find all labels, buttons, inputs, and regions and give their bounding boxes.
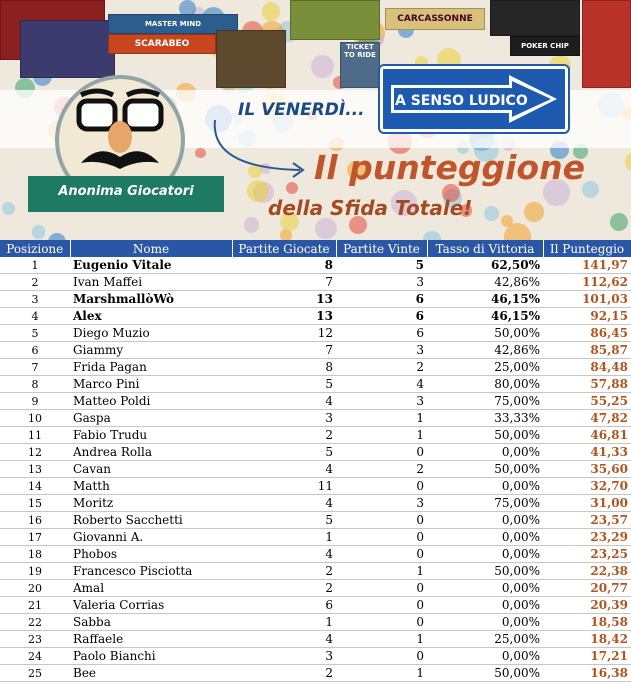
games-played-cell: 4	[232, 495, 336, 512]
win-rate-cell: 46,15%	[427, 308, 543, 325]
position-cell: 5	[0, 325, 70, 342]
name-cell: Matteo Poldi	[70, 393, 232, 410]
games-played-cell: 1	[232, 529, 336, 546]
header-score: Il Punteggio	[543, 240, 631, 257]
game-box-label: TICKET TO RIDE	[340, 42, 380, 88]
position-cell: 20	[0, 580, 70, 597]
header-banner	[0, 0, 631, 240]
name-cell: Giammy	[70, 342, 232, 359]
position-cell: 11	[0, 427, 70, 444]
game-box	[290, 0, 380, 40]
games-won-cell: 0	[336, 546, 427, 563]
position-cell: 13	[0, 461, 70, 478]
polka-dot	[423, 231, 441, 240]
win-rate-cell: 50,00%	[427, 427, 543, 444]
score-cell: 84,48	[543, 359, 631, 376]
games-played-cell: 7	[232, 274, 336, 291]
games-won-cell: 4	[336, 376, 427, 393]
win-rate-cell: 46,15%	[427, 291, 543, 308]
games-played-cell: 4	[232, 393, 336, 410]
games-played-cell: 11	[232, 478, 336, 495]
banner-tag: IL VENERDÌ...	[238, 100, 365, 120]
game-box-label: CARCASSONNE	[385, 8, 485, 30]
table-row	[0, 563, 631, 580]
games-played-cell: 8	[232, 359, 336, 376]
polka-dot	[625, 152, 631, 172]
table-row	[0, 614, 631, 631]
table-row	[0, 342, 631, 359]
games-won-cell: 0	[336, 597, 427, 614]
games-played-cell: 4	[232, 631, 336, 648]
position-cell: 23	[0, 631, 70, 648]
win-rate-cell: 80,00%	[427, 376, 543, 393]
games-played-cell: 5	[232, 444, 336, 461]
polka-dot	[32, 225, 45, 238]
score-cell: 20,39	[543, 597, 631, 614]
name-cell: Giovanni A.	[70, 529, 232, 546]
win-rate-cell: 62,50%	[427, 257, 543, 274]
table-row	[0, 461, 631, 478]
games-won-cell: 0	[336, 648, 427, 665]
score-cell: 57,88	[543, 376, 631, 393]
position-cell: 14	[0, 478, 70, 495]
table-row	[0, 631, 631, 648]
games-played-cell: 2	[232, 427, 336, 444]
games-won-cell: 6	[336, 291, 427, 308]
win-rate-cell: 0,00%	[427, 478, 543, 495]
table-row	[0, 512, 631, 529]
games-won-cell: 0	[336, 444, 427, 461]
score-cell: 86,45	[543, 325, 631, 342]
win-rate-cell: 0,00%	[427, 614, 543, 631]
games-won-cell: 0	[336, 614, 427, 631]
score-cell: 92,15	[543, 308, 631, 325]
name-cell: Diego Muzio	[70, 325, 232, 342]
polka-dot	[244, 217, 259, 232]
games-played-cell: 8	[232, 257, 336, 274]
win-rate-cell: 50,00%	[427, 563, 543, 580]
position-cell: 17	[0, 529, 70, 546]
games-played-cell: 5	[232, 376, 336, 393]
score-cell: 31,00	[543, 495, 631, 512]
name-cell: Frida Pagan	[70, 359, 232, 376]
games-played-cell: 3	[232, 648, 336, 665]
name-cell: Eugenio Vitale	[70, 257, 232, 274]
games-won-cell: 1	[336, 410, 427, 427]
position-cell: 19	[0, 563, 70, 580]
name-cell: Bee	[70, 665, 232, 682]
polka-dot	[610, 213, 628, 231]
position-cell: 25	[0, 665, 70, 682]
a-senso-ludico-sign	[380, 66, 568, 132]
polka-dot	[2, 202, 15, 215]
name-cell: Marco Pini	[70, 376, 232, 393]
position-cell: 7	[0, 359, 70, 376]
games-won-cell: 3	[336, 342, 427, 359]
games-won-cell: 5	[336, 257, 427, 274]
games-won-cell: 0	[336, 512, 427, 529]
table-row	[0, 529, 631, 546]
table-row	[0, 325, 631, 342]
page-title: Il punteggione	[314, 148, 585, 187]
games-won-cell: 3	[336, 274, 427, 291]
score-cell: 101,03	[543, 291, 631, 308]
header-win-rate: Tasso di Vittoria	[427, 240, 543, 257]
games-won-cell: 6	[336, 308, 427, 325]
position-cell: 8	[0, 376, 70, 393]
win-rate-cell: 25,00%	[427, 359, 543, 376]
score-cell: 23,29	[543, 529, 631, 546]
position-cell: 12	[0, 444, 70, 461]
win-rate-cell: 0,00%	[427, 580, 543, 597]
name-cell: Gaspa	[70, 410, 232, 427]
games-won-cell: 1	[336, 631, 427, 648]
name-cell: Roberto Sacchetti	[70, 512, 232, 529]
score-cell: 32,70	[543, 478, 631, 495]
game-box	[582, 0, 631, 88]
table-row	[0, 427, 631, 444]
table-row	[0, 478, 631, 495]
games-played-cell: 5	[232, 512, 336, 529]
header-games-played: Partite Giocate	[232, 240, 336, 257]
name-cell: Raffaele	[70, 631, 232, 648]
position-cell: 6	[0, 342, 70, 359]
score-cell: 23,57	[543, 512, 631, 529]
win-rate-cell: 50,00%	[427, 325, 543, 342]
score-cell: 22,38	[543, 563, 631, 580]
score-cell: 41,33	[543, 444, 631, 461]
name-cell: Sabba	[70, 614, 232, 631]
score-cell: 46,81	[543, 427, 631, 444]
win-rate-cell: 0,00%	[427, 512, 543, 529]
header-name: Nome	[70, 240, 232, 257]
win-rate-cell: 42,86%	[427, 274, 543, 291]
table-row	[0, 495, 631, 512]
name-cell: Phobos	[70, 546, 232, 563]
games-won-cell: 1	[336, 563, 427, 580]
games-played-cell: 7	[232, 342, 336, 359]
games-played-cell: 12	[232, 325, 336, 342]
games-played-cell: 6	[232, 597, 336, 614]
table-row	[0, 393, 631, 410]
games-played-cell: 3	[232, 410, 336, 427]
games-played-cell: 2	[232, 563, 336, 580]
win-rate-cell: 42,86%	[427, 342, 543, 359]
polka-dot	[504, 223, 531, 240]
score-cell: 112,62	[543, 274, 631, 291]
games-played-cell: 2	[232, 580, 336, 597]
score-cell: 35,60	[543, 461, 631, 478]
position-cell: 9	[0, 393, 70, 410]
position-cell: 1	[0, 257, 70, 274]
win-rate-cell: 0,00%	[427, 546, 543, 563]
name-cell: Amal	[70, 580, 232, 597]
win-rate-cell: 25,00%	[427, 631, 543, 648]
win-rate-cell: 75,00%	[427, 495, 543, 512]
score-cell: 16,38	[543, 665, 631, 682]
score-cell: 18,58	[543, 614, 631, 631]
name-cell: Paolo Bianchi	[70, 648, 232, 665]
games-played-cell: 2	[232, 665, 336, 682]
games-played-cell: 4	[232, 546, 336, 563]
games-won-cell: 2	[336, 359, 427, 376]
win-rate-cell: 0,00%	[427, 648, 543, 665]
leaderboard-table	[0, 240, 631, 682]
table-row	[0, 308, 631, 325]
game-box-label: POKER CHIP	[510, 36, 580, 56]
table-row	[0, 597, 631, 614]
name-cell: MarshmallòWò	[70, 291, 232, 308]
page-subtitle: della Sfida Totale!	[268, 196, 473, 220]
name-cell: Andrea Rolla	[70, 444, 232, 461]
games-played-cell: 4	[232, 461, 336, 478]
game-box-label: MASTER MIND	[108, 14, 238, 34]
name-cell: Cavan	[70, 461, 232, 478]
logo-text: Anonima Giocatori	[58, 184, 194, 199]
score-cell: 23,25	[543, 546, 631, 563]
game-box	[216, 30, 286, 88]
games-won-cell: 2	[336, 461, 427, 478]
score-cell: 17,21	[543, 648, 631, 665]
games-played-cell: 1	[232, 614, 336, 631]
table-row	[0, 359, 631, 376]
games-won-cell: 0	[336, 529, 427, 546]
name-cell: Valeria Corrias	[70, 597, 232, 614]
win-rate-cell: 0,00%	[427, 597, 543, 614]
header-games-won: Partite Vinte	[336, 240, 427, 257]
win-rate-cell: 0,00%	[427, 444, 543, 461]
games-won-cell: 1	[336, 427, 427, 444]
table-row	[0, 291, 631, 308]
name-cell: Matth	[70, 478, 232, 495]
win-rate-cell: 50,00%	[427, 665, 543, 682]
game-box-label: SCARABEO	[108, 34, 216, 54]
position-cell: 21	[0, 597, 70, 614]
name-cell: Francesco Pisciotta	[70, 563, 232, 580]
games-won-cell: 0	[336, 580, 427, 597]
games-won-cell: 3	[336, 495, 427, 512]
name-cell: Moritz	[70, 495, 232, 512]
position-cell: 22	[0, 614, 70, 631]
table-row	[0, 274, 631, 291]
score-cell: 55,25	[543, 393, 631, 410]
games-played-cell: 13	[232, 308, 336, 325]
games-won-cell: 3	[336, 393, 427, 410]
win-rate-cell: 50,00%	[427, 461, 543, 478]
position-cell: 16	[0, 512, 70, 529]
win-rate-cell: 75,00%	[427, 393, 543, 410]
logo-ribbon	[28, 176, 224, 212]
game-box	[20, 20, 115, 78]
table-row	[0, 376, 631, 393]
name-cell: Alex	[70, 308, 232, 325]
polka-dot	[484, 206, 499, 221]
table-header-row	[0, 240, 631, 257]
polka-dot	[524, 202, 544, 222]
score-cell: 20,77	[543, 580, 631, 597]
position-cell: 3	[0, 291, 70, 308]
sign-label: A SENSO LUDICO	[395, 93, 528, 109]
header-position: Posizione	[0, 240, 70, 257]
polka-dot	[315, 218, 337, 240]
score-cell: 47,82	[543, 410, 631, 427]
table-row	[0, 410, 631, 427]
table-row	[0, 444, 631, 461]
score-cell: 18,42	[543, 631, 631, 648]
table-row	[0, 648, 631, 665]
name-cell: Ivan Maffei	[70, 274, 232, 291]
position-cell: 4	[0, 308, 70, 325]
score-cell: 85,87	[543, 342, 631, 359]
table-row	[0, 580, 631, 597]
position-cell: 15	[0, 495, 70, 512]
position-cell: 2	[0, 274, 70, 291]
position-cell: 24	[0, 648, 70, 665]
name-cell: Fabio Trudu	[70, 427, 232, 444]
table-row	[0, 257, 631, 274]
game-box	[490, 0, 580, 36]
table-row	[0, 546, 631, 563]
win-rate-cell: 33,33%	[427, 410, 543, 427]
games-won-cell: 1	[336, 665, 427, 682]
win-rate-cell: 0,00%	[427, 529, 543, 546]
games-played-cell: 13	[232, 291, 336, 308]
position-cell: 18	[0, 546, 70, 563]
games-won-cell: 0	[336, 478, 427, 495]
polka-dot	[280, 229, 292, 240]
position-cell: 10	[0, 410, 70, 427]
score-cell: 141,97	[543, 257, 631, 274]
games-won-cell: 6	[336, 325, 427, 342]
